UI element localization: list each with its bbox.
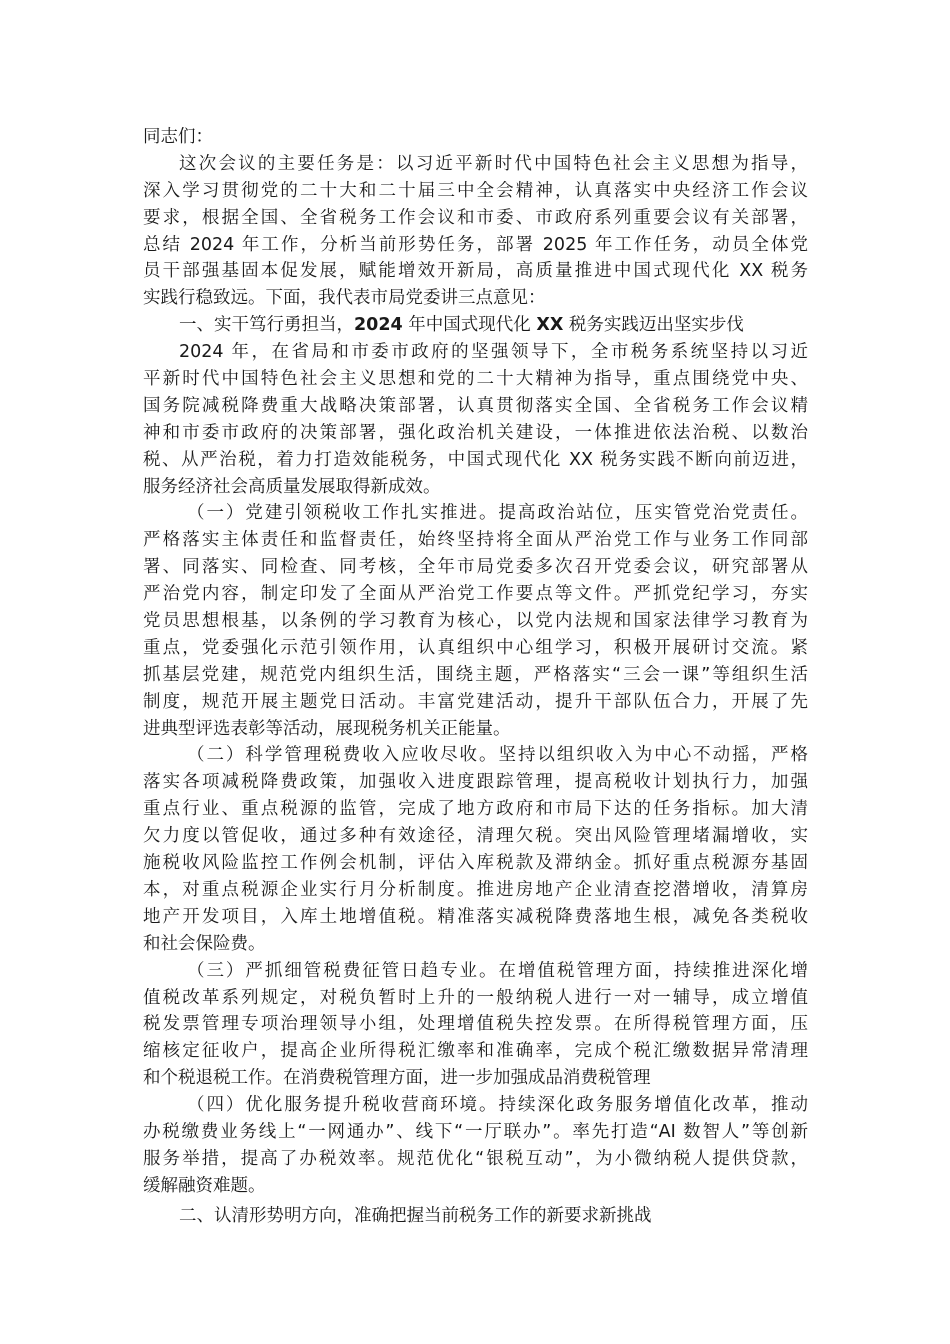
text-line: 深入学习贯彻党的二十大和二十届三中全会精神，认真落实中央经济工作会议	[143, 180, 808, 201]
section-1-heading-suffix: 税务实践迈出坚实步伐	[563, 315, 744, 336]
paragraph-tax-collection	[143, 958, 808, 1092]
text-line: 服务举措，提高了办税效率。规范优化“银税互动”，为小微纳税人提供贷款，	[143, 1148, 808, 1169]
section-1-heading-xx: XX	[536, 315, 564, 336]
paragraph-revenue-management	[143, 742, 808, 957]
text-line: 重点行业、重点税源的监管，完成了地方政府和市局下达的任务指标。加大清	[143, 799, 808, 820]
text-line: 落实各项减税降费政策，加强收入进度跟踪管理，提高税收计划执行力，加强	[143, 772, 808, 793]
paragraph-party-building	[143, 500, 808, 742]
text-line: 署、同落实、同检查、同考核，全年市局党委多次召开党委会议，研究部署从	[143, 557, 808, 578]
text-line: 缓解融资难题。	[143, 1175, 266, 1196]
section-2-heading: 二、认清形势明方向，准确把握当前税务工作的新要求新挑战	[179, 1205, 652, 1226]
text-line: 税发票管理专项治理领导小组，处理增值税失控发票。在所得税管理方面，压	[143, 1014, 808, 1035]
text-line: 2024 年，在省局和市委市政府的坚强领导下，全市税务系统坚持以习近	[179, 342, 808, 363]
intro-paragraph	[143, 151, 808, 312]
section-1-heading-prefix: 一、实干笃行勇担当，	[179, 315, 354, 336]
text-line: 严治党内容，制定印发了全面从严治党工作要点等文件。严抓党纪学习，夯实	[143, 584, 808, 605]
text-line: 这次会议的主要任务是：以习近平新时代中国特色社会主义思想为指导，	[179, 153, 808, 174]
text-line: 本，对重点税源企业实行月分析制度。推进房地产企业清查挖潜增收，清算房	[143, 879, 808, 900]
text-line: 实践行稳致远。下面，我代表市局党委讲三点意见：	[143, 288, 546, 309]
text-line: 施税收风险监控工作例会机制，评估入库税款及滞纳金。抓好重点税源夯基固	[143, 853, 808, 874]
text-line: 总结 2024 年工作，分析当前形势任务，部署 2025 年工作任务，动员全体党	[143, 234, 808, 255]
text-line: 严格落实主体责任和监督责任，始终坚持将全面从严治党工作与业务工作同部	[143, 530, 808, 551]
text-line: 党员思想根基，以条例的学习教育为核心，以党内法规和国家法律学习教育为	[143, 611, 808, 632]
text-line: 办税缴费业务线上“一网通办”、线下“一厅联办”。率先打造“AI 数智人”等创新	[143, 1121, 808, 1142]
text-line: 平新时代中国特色社会主义思想和党的二十大精神为指导，重点围绕党中央、	[143, 369, 808, 390]
section-1-heading-year: 2024	[354, 315, 403, 336]
text-line: 欠力度以管促收，通过多种有效途径，清理欠税。突出风险管理堵漏增收，实	[143, 826, 808, 847]
text-line: 进典型评选表彰等活动，展现税务机关正能量。	[143, 718, 511, 739]
text-line: 国务院减税降费重大战略决策部署，认真贯彻落实全国、全省税务工作会议精	[143, 395, 808, 416]
text-line: 和社会保险费。	[143, 933, 266, 954]
text-line: （一）党建引领税收工作扎实推进。提高政治站位，压实管党治党责任。	[187, 503, 808, 524]
paragraph-service-optimization	[143, 1092, 808, 1200]
text-line: 重点，党委强化示范引领作用，认真组织中心组学习，积极开展研讨交流。紧	[143, 637, 808, 658]
text-line: （二）科学管理税费收入应收尽收。坚持以组织收入为中心不动摇，严格	[187, 745, 808, 766]
document-page	[143, 124, 808, 1230]
text-line: 抓基层党建，规范党内组织生活，围绕主题，严格落实“三会一课”等组织生活	[143, 664, 808, 685]
text-line: 税、从严治税，着力打造效能税务，中国式现代化 XX 税务实践不断向前迈进，	[143, 449, 808, 470]
text-line: 神和市委市政府的决策部署，强化政治机关建设，一体推进依法治税、以数治	[143, 422, 808, 443]
section-1-intro-paragraph	[143, 339, 808, 500]
text-line: （三）严抓细管税费征管日趋专业。在增值税管理方面，持续推进深化增	[187, 960, 808, 981]
section-1-heading-middle: 年中国式现代化	[402, 315, 537, 336]
text-line: （四）优化服务提升税收营商环境。持续深化政务服务增值化改革，推动	[187, 1095, 808, 1116]
text-line: 制度，规范开展主题党日活动。丰富党建活动，提升干部队伍合力，开展了先	[143, 691, 808, 712]
text-line: 地产开发项目，入库土地增值税。精准落实减税降费落地生根，减免各类税收	[143, 906, 808, 927]
text-line: 值税改革系列规定，对税负暂时上升的一般纳税人进行一对一辅导，成立增值	[143, 987, 808, 1008]
text-line: 和个税退税工作。在消费税管理方面，进一步加强成品消费税管理	[143, 1068, 651, 1089]
greeting: 同志们：	[143, 127, 213, 147]
text-line: 服务经济社会高质量发展取得新成效。	[143, 476, 441, 497]
text-line: 员干部强基固本促发展，赋能增效开新局，高质量推进中国式现代化 XX 税务	[143, 261, 808, 282]
text-line: 缩核定征收户，提高企业所得税汇缴率和准确率，完成个税汇缴数据异常清理	[143, 1041, 808, 1062]
section-1-heading	[143, 312, 808, 339]
text-line: 要求，根据全国、全省税务工作会议和市委、市政府系列重要会议有关部署，	[143, 207, 808, 228]
